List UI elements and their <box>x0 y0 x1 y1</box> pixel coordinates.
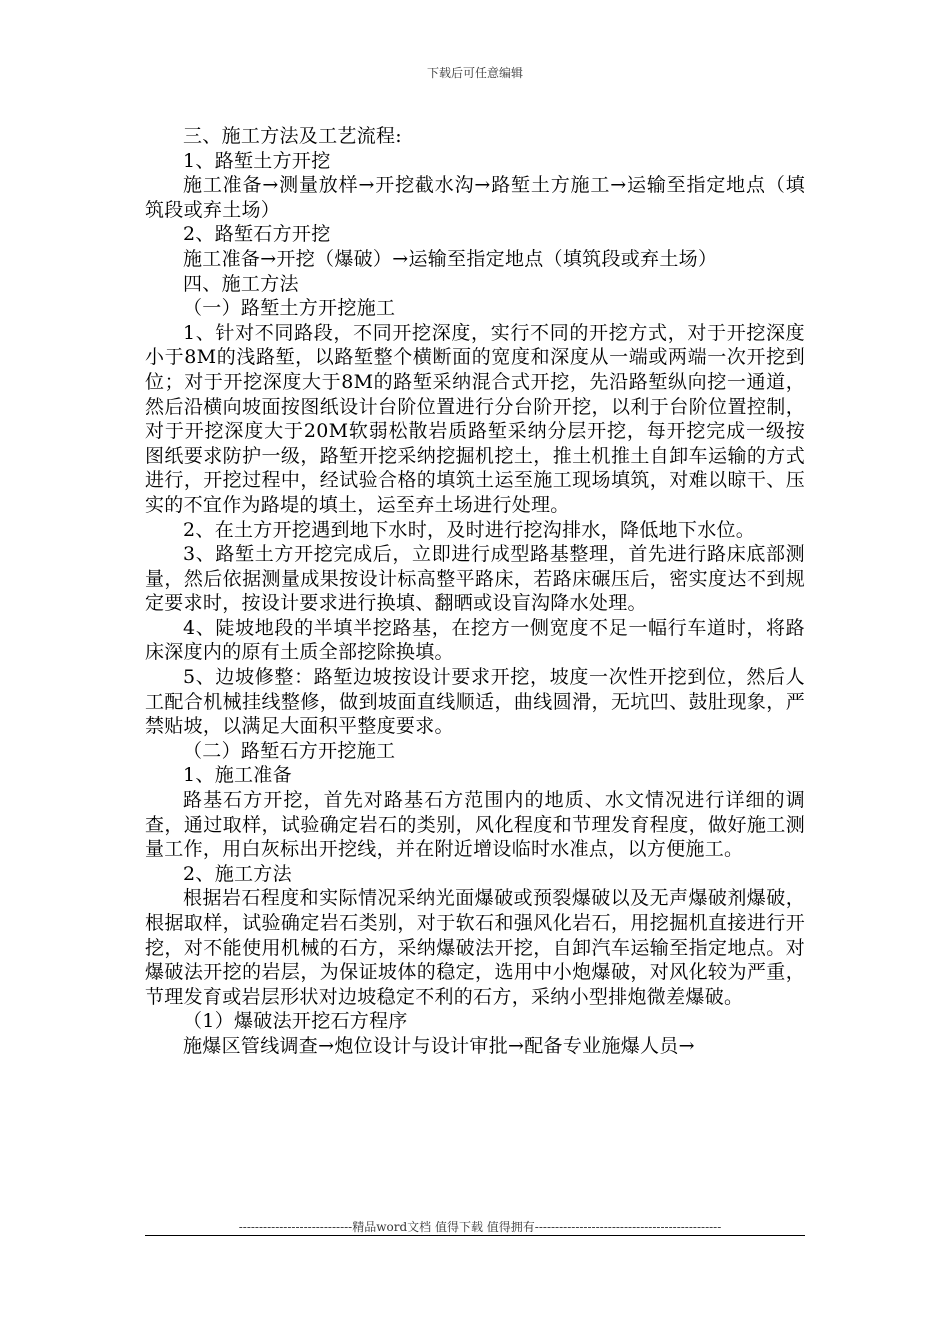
paragraph-item-3: 3、路堑土方开挖完成后，立即进行成型路基整理，首先进行路床底部测量，然后依据测量成果按设计标高整平路床，若路床碾压后，密实度达不到规定要求时，按设计要求进行换填、翻晒或设盲沟降水处理。 <box>145 543 805 615</box>
subheading-preparation: 1、施工准备 <box>183 764 292 787</box>
process-flow-earth: 施工准备→测量放样→开挖截水沟→路堑土方施工→运输至指定地点（填筑段或弃土场） <box>145 174 805 221</box>
process-flow-rock: 施工准备→开挖（爆破）→运输至指定地点（填筑段或弃土场） <box>183 247 718 270</box>
page-footer: ----------------------------精品word文档 值得下载 值得拥有---------------------------------------------- <box>238 1220 722 1234</box>
paragraph-method: 根据岩石程度和实际情况采纳光面爆破或预裂爆破以及无声爆破剂爆破，根据取样，试验确定岩石类别，对于软石和强风化岩石，用挖掘机直接进行开挖，对不能使用机械的石方，采纳爆破法开挖，自卸汽车运输至指定地点。对爆破法开挖的岩层，为保证坡体的稳定，选用中小炮爆破，对风化较为严重，节理发育或岩层形状对边坡稳定不利的石方，采纳小型排炮微差爆破。 <box>145 887 805 1008</box>
document-body <box>145 124 805 1059</box>
footer-divider <box>145 1235 805 1236</box>
section-heading-4: 四、施工方法 <box>183 272 299 295</box>
paragraph-item-1: 1、针对不同路段，不同开挖深度，实行不同的开挖方式，对于开挖深度小于8M的浅路堑，以路堑整个横断面的宽度和深度从一端或两端一次开挖到位；对于开挖深度大于8M的路堑采纳混合式开挖，先沿路堑纵向挖一通道，然后沿横向坡面按图纸设计台阶位置进行分台阶开挖，以利于台阶位置控制，对于开挖深度大于20M软弱松散岩质路堑采纳分层开挖，每开挖完成一级按图纸要求防护一级，路堑开挖采纳挖掘机挖土，推土机推土自卸车运输的方式进行，开挖过程中，经试验合格的填筑土运至施工现场填筑，对难以晾干、压实的不宜作为路堤的填土，运至弃土场进行处理。 <box>145 321 805 516</box>
subheading-earth-excavation: 1、路堑土方开挖 <box>183 149 331 172</box>
subheading-rock-excavation: 2、路堑石方开挖 <box>183 223 331 246</box>
page-header: 下载后可任意编辑 <box>426 66 523 80</box>
subheading-blasting-procedure: （1）爆破法开挖石方程序 <box>183 1010 408 1033</box>
paragraph-preparation: 路基石方开挖，首先对路基石方范围内的地质、水文情况进行详细的调查，通过取样，试验确定岩石的类别，风化程度和节理发育程度，做好施工测量工作，用白灰标出开挖线，并在附近增设临时水准点，以方便施工。 <box>145 789 805 861</box>
paragraph-item-5: 5、边坡修整：路堑边坡按设计要求开挖，坡度一次性开挖到位，然后人工配合机械挂线整修，做到坡面直线顺适，曲线圆滑，无坑凹、鼓肚现象，严禁贴坡，以满足大面积平整度要求。 <box>145 666 805 738</box>
subheading-method: 2、施工方法 <box>183 862 292 885</box>
section-heading-3: 三、施工方法及工艺流程: <box>183 125 403 147</box>
paragraph-blasting-procedure: 施爆区管线调查→炮位设计与设计审批→配备专业施爆人员→ <box>183 1034 695 1057</box>
paragraph-item-2: 2、在土方开挖遇到地下水时，及时进行挖沟排水，降低地下水位。 <box>183 518 756 541</box>
subsection-heading-1: （一）路堑土方开挖施工 <box>183 297 396 320</box>
paragraph-item-4: 4、陡坡地段的半填半挖路基，在挖方一侧宽度不足一幅行车道时，将路床深度内的原有土质全部挖除换填。 <box>145 616 805 664</box>
subsection-heading-2: （二）路堑石方开挖施工 <box>183 739 396 762</box>
